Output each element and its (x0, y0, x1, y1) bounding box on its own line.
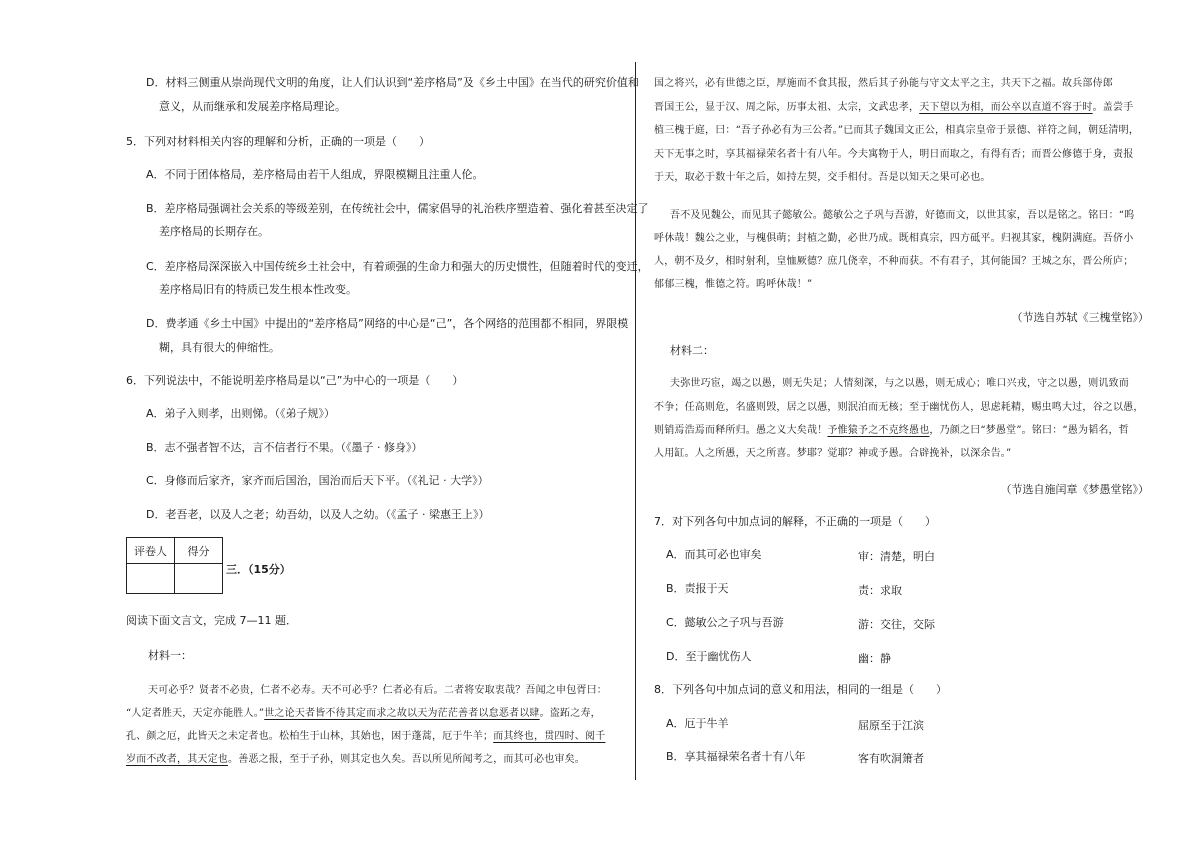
material-1-cont-line6: 吾不及见魏公，而见其子懿敏公。懿敏公之子巩与吾游，好德而文，以世其家，吾以是铭之。铭曰：“呜 (670, 210, 1135, 221)
underlined-sentence: 予惟猿予之不克终愚也 (827, 425, 930, 436)
material-1-cont-line4: 天下无事之时，享其福禄荣名者十有八年。今夫寓物于人，明日而取之，有得有否；而晋公修德于身，责报 (654, 149, 1134, 160)
material-1-cont-line9: 郁郁三槐，惟德之符。呜呼休哉！” (654, 279, 813, 290)
q4-option-d-line2: 意义，从而继承和发展差序格局理论。 (159, 100, 346, 113)
column-divider (635, 62, 636, 780)
material-2-line1: 夫弥世巧宦，竭之以愚，则无失足；人情刻深，与之以愚，则无成心；唯口兴戎，守之以愚，则讥致而 (670, 378, 1129, 389)
material-1-label: 材料一： (148, 649, 192, 662)
underlined-sentence: 岁而不改者，其天定也 (126, 754, 228, 765)
underlined-sentence: 天下望以为相，而公卒以直道不容于时 (919, 102, 1093, 113)
score-cell (175, 564, 223, 594)
grader-cell (127, 564, 175, 594)
material-1-cont-line1: 国之将兴，必有世德之臣，厚施而不食其报，然后其子孙能与守文太平之主，共天下之福。故兵部侍郎 (654, 78, 1113, 89)
q8-option-a-compare: 屈原至于江滨 (858, 719, 924, 732)
q5-option-c-line1: C．差序格局深深嵌入中国传统乡土社会中，有着顽强的生命力和强大的历史惯性，但随着时代的变迁， (146, 260, 649, 273)
q6-option-a: A．弟子入则孝，出则悌。（《弟子规》） (146, 407, 336, 420)
material-2-label: 材料二： (670, 344, 714, 357)
q6-option-d: D．老吾老，以及人之老；幼吾幼，以及人之幼。（《孟子 · 梁惠王上》） (146, 508, 490, 521)
question-6-stem: 6．下列说法中，不能说明差序格局是以“己”为中心的一项是（ ） (126, 374, 464, 387)
material-1-line3: 孔、颜之厄，此皆天之未定者也。松柏生于山林，其始也，困于蓬蒿，厄于牛羊；而其终也，贯四时、阅千 (126, 731, 606, 742)
material-1-line1: 天可必乎？贤者不必贵，仁者不必寿。天不可必乎？仁者必有后。二者将安取衷哉？吾闻之申包胥曰： (148, 685, 607, 696)
question-8-stem: 8．下列各句中加点词的意义和用法，相同的一组是（ ） (654, 683, 947, 696)
q7-option-c: C．懿敏公之子巩与吾游 (666, 616, 784, 629)
q5-option-b-line2: 差序格局的长期存在。 (159, 225, 269, 238)
q7-option-b: B．责报于天 (666, 582, 729, 595)
source-citation-1: （节选自苏轼《三槐堂铭》） (1011, 311, 1149, 324)
reading-instruction: 阅读下面文言文，完成 7—11 题． (126, 614, 297, 627)
source-citation-2: （节选自施闰章《梦愚堂铭》） (1000, 483, 1149, 496)
q5-option-d-line1: D．费孝通《乡土中国》中提出的“差序格局”网络的中心是“己”，各个网络的范围都不相同，界限模 (146, 317, 629, 330)
q7-option-b-gloss: 责：求取 (858, 584, 902, 597)
material-1-line4: 岁而不改者，其天定也。善恶之报，至于子孙，则其定也久矣。吾以所见所闻考之，而其可必也审矣。 (126, 754, 585, 765)
q7-option-c-gloss: 游：交往，交际 (858, 618, 935, 631)
underlined-sentence: 世之论天者皆不待其定而求之故以天为茫茫善者以怠恶者以肆 (264, 708, 540, 719)
question-7-stem: 7．对下列各句中加点词的解释，不正确的一项是（ ） (654, 515, 936, 528)
q6-option-b: B．志不强者智不达，言不信者行不果。（《墨子 · 修身》） (146, 441, 423, 454)
material-2-line3: 则销焉浩焉而释所归。愚之义大矣哉！予惟猿予之不克终愚也，乃颜之曰“梦愚堂”。铭曰：“愚为韬名，哲 (654, 425, 1129, 436)
score-header: 得分 (175, 538, 223, 564)
material-1-cont-line5: 于天，取必于数十年之后，如持左契，交手相付。吾是以知天之果可必也。 (654, 172, 991, 183)
section-3-heading: 三．（15分） (226, 563, 291, 576)
q5-option-a: A．不同于团体格局，差序格局由若干人组成，界限模糊且注重人伦。 (146, 168, 484, 181)
material-1-cont-line3: 植三槐于庭，曰：“吾子孙必有为三公者。”已而其子魏国文正公，相真宗皇帝于景德、祥符之间，朝廷清明， (654, 125, 1140, 136)
underlined-sentence: 而其终也，贯四时、阅千 (493, 731, 606, 742)
material-1-cont-line2: 晋国王公，显于汉、周之际，历事太祖、太宗，文武忠孝，天下望以为相，而公卒以直道不容于时。盖尝手 (654, 102, 1134, 113)
q7-option-d: D．至于幽忧伤人 (666, 650, 752, 663)
q8-option-b: B．享其福禄荣名者十有八年 (666, 750, 806, 763)
q4-option-d-line1: D．材料三侧重从崇尚现代文明的角度，让人们认识到“差序格局”及《乡土中国》在当代的研究价值和 (146, 76, 639, 89)
material-1-cont-line8: 人，朝不及夕，相时射利，皇恤厥德？庶几侥幸，不种而获。不有君子，其何能国？王城之东，晋公所庐； (654, 256, 1134, 267)
question-5-stem: 5．下列对材料相关内容的理解和分析，正确的一项是（ ） (126, 135, 430, 148)
score-table (126, 537, 223, 594)
q6-option-c: C．身修而后家齐，家齐而后国治，国治而后天下平。（《礼记 · 大学》） (146, 474, 489, 487)
q7-option-d-gloss: 幽：静 (858, 652, 891, 665)
material-2-line2: 不争；任高则危，名盛则毁，居之以愚，则泯泊而无核；至于幽忧伤人，思虑耗精，赐虫鸣大过，谷之以愚， (654, 402, 1144, 413)
material-1-line2: “人定者胜天，天定亦能胜人。”世之论天者皆不待其定而求之故以天为茫茫善者以怠恶者以肆。盗跖之寿， (126, 708, 601, 719)
material-2-line4: 人用缸。人之所愚，天之所喜。梦耶？觉耶？神或予愚。合辟挽补，以深余告。” (654, 448, 1012, 459)
q5-option-c-line2: 差序格局旧有的特质已发生根本性改变。 (159, 283, 357, 296)
material-1-cont-line7: 呼休哉！魏公之业，与槐俱萌；封植之勤，必世乃成。既相真宗，四方砥平。归视其家，槐阴满庭。吾侪小 (654, 233, 1134, 244)
q5-option-b-line1: B．差序格局强调社会关系的等级差别，在传统社会中，儒家倡导的礼治秩序塑造着、强化着甚至决定了 (146, 202, 649, 215)
q7-option-a-gloss: 审：清楚，明白 (858, 550, 935, 563)
q8-option-a: A．厄于牛羊 (666, 717, 729, 730)
grader-header: 评卷人 (127, 538, 175, 564)
q8-option-b-compare: 客有吹洞箫者 (858, 752, 924, 765)
q5-option-d-line2: 糊，具有很大的伸缩性。 (159, 341, 280, 354)
q7-option-a: A．而其可必也审矣 (666, 548, 762, 561)
